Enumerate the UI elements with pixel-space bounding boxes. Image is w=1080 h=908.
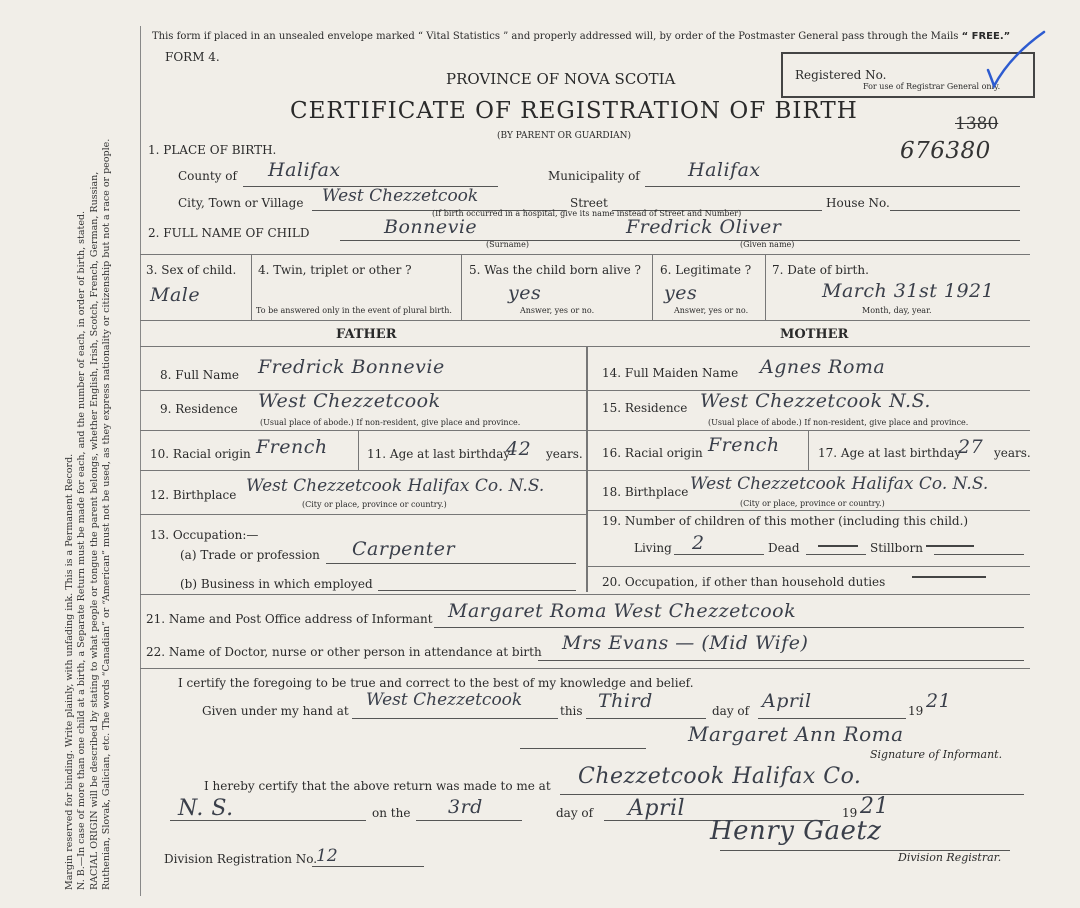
day-value: Third xyxy=(598,690,653,712)
father-birthplace-label: 12. Birthplace xyxy=(150,488,237,502)
stillborn-dash xyxy=(926,545,974,547)
father-age-label: 11. Age at last birthday xyxy=(367,447,511,461)
given-place: West Chezzetcook xyxy=(366,690,523,710)
house-line xyxy=(890,210,1020,211)
margin-line: RACIAL ORIGIN will be described by stating to what people or tongue the parent belongs, whether English, Irish, Scotch, French, German, Russian, xyxy=(88,171,100,890)
mother-racial-value: French xyxy=(708,434,780,456)
municipality-line xyxy=(645,186,1020,187)
father-residence-note: (Usual place of abode.) If non-resident, give place and province. xyxy=(260,418,521,427)
day-line xyxy=(586,718,706,719)
business-line xyxy=(378,590,576,591)
father-racial-value: French xyxy=(256,436,328,458)
attendant-value: Mrs Evans — (Mid Wife) xyxy=(562,632,809,654)
given-line xyxy=(352,718,558,719)
father-birthplace-note: (City or place, province or country.) xyxy=(302,500,447,509)
registrar-signature: Henry Gaetz xyxy=(710,816,882,846)
legit-label: 6. Legitimate ? xyxy=(660,263,752,277)
row-divider xyxy=(140,346,1030,347)
mother-occupation-label: 20. Occupation, if other than household duties xyxy=(602,575,886,589)
father-residence-value: West Chezzetcook xyxy=(258,390,441,412)
stamp-number: 676380 xyxy=(900,138,991,164)
county-label: County of xyxy=(178,169,237,183)
surname-caption: (Surname) xyxy=(486,240,529,249)
father-age-unit: years. xyxy=(546,447,583,461)
margin-line: N. B.—In case of more than one child at a birth, a Separate Return must be made for each, and the number of each, in order of birth, stated. xyxy=(76,210,88,890)
trade-value: Carpenter xyxy=(352,538,456,560)
row-divider xyxy=(140,668,1030,669)
father-residence-label: 9. Residence xyxy=(160,402,238,416)
reg-month: April xyxy=(628,796,686,821)
month-line xyxy=(758,718,906,719)
sig-line-left xyxy=(520,748,646,749)
stillborn-label: Stillborn xyxy=(870,541,923,555)
given-caption: (Given name) xyxy=(740,240,795,249)
mother-residence-value: West Chezzetcook N.S. xyxy=(700,390,931,412)
month-value: April xyxy=(762,690,812,712)
trade-label: (a) Trade or profession xyxy=(180,548,320,562)
mother-occupation-dash xyxy=(912,576,986,578)
row-divider xyxy=(140,254,1030,255)
reg-day: 3rd xyxy=(448,796,483,818)
living-value: 2 xyxy=(692,532,705,554)
dead-line xyxy=(806,554,866,555)
stillborn-line xyxy=(934,554,1024,555)
child-name-label: 2. FULL NAME OF CHILD xyxy=(148,226,310,240)
father-birthplace-value: West Chezzetcook Halifax Co. N.S. xyxy=(246,476,545,496)
house-label: House No. xyxy=(826,196,890,210)
city-label: City, Town or Village xyxy=(178,196,304,210)
col-divider xyxy=(765,254,766,320)
column-divider xyxy=(586,346,588,592)
registrar-place: Chezzetcook Halifax Co. xyxy=(578,764,862,789)
mother-birthplace-note: (City or place, province or country.) xyxy=(740,499,885,508)
legit-value: yes xyxy=(664,282,698,304)
division-label: Division Registration No. xyxy=(164,852,318,866)
mail-notice: This form if placed in an unsealed envelope marked “ Vital Statistics ” and properly addressed will, by order of the Postmaster General pass through the Mails “ FREE.” xyxy=(152,31,1011,42)
informant-value: Margaret Roma West Chezzetcook xyxy=(448,600,797,622)
mother-birthplace-label: 18. Birthplace xyxy=(602,485,689,499)
reg-year-prefix: 19 xyxy=(842,806,858,820)
on-the-label: on the xyxy=(372,806,411,820)
mother-maiden-label: 14. Full Maiden Name xyxy=(602,366,739,380)
child-name-line xyxy=(340,240,1020,241)
margin-line: Margin reserved for binding. Write plainly, with unfading ink. This is a Permanent Record. xyxy=(64,453,75,890)
street-label: Street xyxy=(570,196,608,210)
mother-age-unit: years. xyxy=(994,446,1031,460)
city-value: West Chezzetcook xyxy=(322,186,479,206)
certify-text: I certify the foregoing to be true and correct to the best of my knowledge and belief. xyxy=(178,676,694,690)
place-of-birth-label: 1. PLACE OF BIRTH. xyxy=(148,143,277,157)
margin-instructions xyxy=(64,20,142,890)
hospital-note: (If birth occurred in a hospital, give its name instead of Street and Number) xyxy=(432,209,742,218)
mother-racial-label: 16. Racial origin xyxy=(602,446,703,460)
given-label: Given under my hand at xyxy=(202,704,349,718)
page-subtitle: (BY PARENT OR GUARDIAN) xyxy=(497,131,632,141)
reg-day-label: day of xyxy=(556,806,594,820)
county-value: Halifax xyxy=(268,159,341,181)
province-heading: PROVINCE OF NOVA SCOTIA xyxy=(446,70,676,88)
children-count-label: 19. Number of children of this mother (including this child.) xyxy=(602,514,969,528)
row-divider xyxy=(586,470,1030,471)
informant-signature: Margaret Ann Roma xyxy=(688,722,904,746)
division-registrar: Division Registrar. xyxy=(898,851,1002,864)
row-divider xyxy=(140,594,1030,595)
reg-day-line xyxy=(416,820,522,821)
mother-age-label: 17. Age at last birthday xyxy=(818,446,962,460)
date-label: 7. Date of birth. xyxy=(772,263,869,277)
date-value: March 31st 1921 xyxy=(822,280,995,302)
legit-note: Answer, yes or no. xyxy=(674,306,749,315)
living-label: Living xyxy=(634,541,672,555)
registrar-text: I hereby certify that the above return was made to me at xyxy=(204,779,551,793)
father-name-value: Fredrick Bonnevie xyxy=(258,356,445,378)
sex-label: 3. Sex of child. xyxy=(146,263,237,277)
alive-note: Answer, yes or no. xyxy=(520,306,595,315)
col-divider xyxy=(808,430,809,470)
mother-birthplace-value: West Chezzetcook Halifax Co. N.S. xyxy=(690,474,989,494)
struck-number: 1380 xyxy=(955,114,999,134)
check-mark-icon xyxy=(980,26,1050,96)
alive-label: 5. Was the child born alive ? xyxy=(469,263,641,277)
mother-residence-label: 15. Residence xyxy=(602,401,688,415)
row-divider xyxy=(140,514,586,515)
reg-year: 21 xyxy=(860,794,889,819)
alive-value: yes xyxy=(508,282,542,304)
row-divider xyxy=(140,320,1030,321)
father-name-label: 8. Full Name xyxy=(160,368,239,382)
mother-maiden-value: Agnes Roma xyxy=(760,356,886,378)
business-label: (b) Business in which employed xyxy=(180,577,373,591)
informant-line xyxy=(434,627,1024,628)
mother-heading: MOTHER xyxy=(780,327,849,342)
this-label: this xyxy=(560,704,583,718)
registrar-line xyxy=(560,794,1024,795)
year-prefix: 19 xyxy=(908,704,924,718)
living-line xyxy=(674,554,764,555)
sex-value: Male xyxy=(150,284,201,306)
date-note: Month, day, year. xyxy=(862,306,932,315)
twin-note: To be answered only in the event of plural birth. xyxy=(256,306,452,315)
form-number: FORM 4. xyxy=(165,50,220,64)
father-age-value: 42 xyxy=(506,438,532,460)
registered-label: Registered No. xyxy=(795,68,887,82)
dead-dash xyxy=(818,545,858,547)
registered-note: For use of Registrar General only. xyxy=(863,82,1001,91)
mother-age-value: 27 xyxy=(958,436,984,458)
col-divider xyxy=(251,254,252,320)
year-value: 21 xyxy=(926,690,952,712)
informant-label: 21. Name and Post Office address of Informant xyxy=(146,612,433,626)
trade-line xyxy=(326,563,576,564)
father-racial-label: 10. Racial origin xyxy=(150,447,251,461)
surname-value: Bonnevie xyxy=(384,216,478,238)
division-value: 12 xyxy=(316,846,338,866)
col-divider xyxy=(652,254,653,320)
registrar-sig-line xyxy=(720,850,1010,851)
attendant-label: 22. Name of Doctor, nurse or other person in attendance at birth xyxy=(146,645,542,659)
registrar-place2: N. S. xyxy=(178,796,234,821)
attendant-line xyxy=(538,660,1024,661)
row-divider xyxy=(586,510,1030,511)
col-divider xyxy=(461,254,462,320)
row-divider xyxy=(586,566,1030,567)
mother-residence-note: (Usual place of abode.) If non-resident, give place and province. xyxy=(708,418,969,427)
row-divider xyxy=(140,470,586,471)
municipality-label: Municipality of xyxy=(548,169,640,183)
occupation-label: 13. Occupation:— xyxy=(150,528,259,542)
father-heading: FATHER xyxy=(336,327,397,342)
page-title: CERTIFICATE OF REGISTRATION OF BIRTH xyxy=(290,98,858,124)
day-label: day of xyxy=(712,704,750,718)
margin-divider xyxy=(140,26,141,896)
sig-caption: Signature of Informant. xyxy=(870,748,1003,761)
municipality-value: Halifax xyxy=(688,159,761,181)
col-divider xyxy=(358,430,359,470)
division-line xyxy=(312,866,424,867)
given-name-value: Fredrick Oliver xyxy=(626,216,782,238)
twin-label: 4. Twin, triplet or other ? xyxy=(258,263,412,277)
dead-label: Dead xyxy=(768,541,800,555)
row-divider xyxy=(140,430,586,431)
margin-line: Ruthenian, Slovak, Galician, etc. The words “Canadian” or “American” must not be used, as they express nationality or citizenship but not a race or people. xyxy=(101,138,113,890)
